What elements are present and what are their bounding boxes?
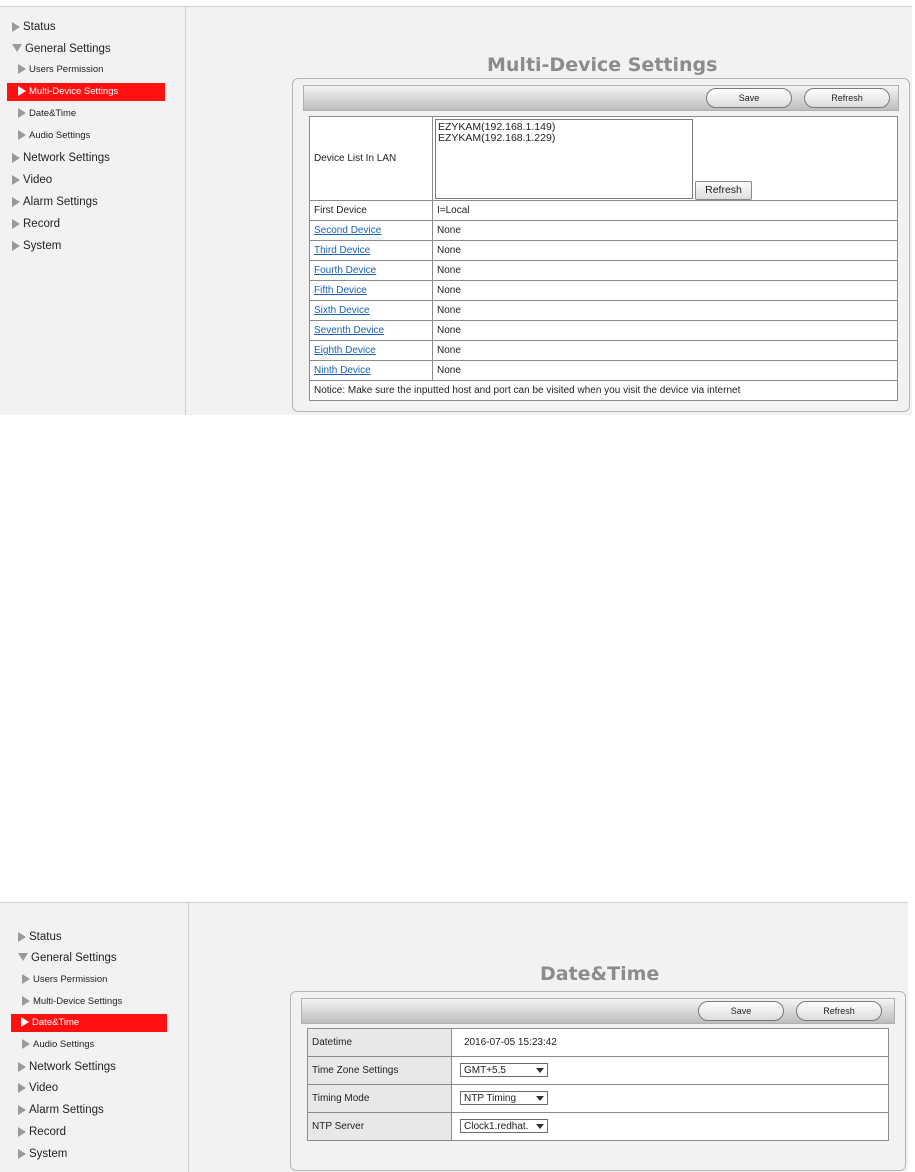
sidebar-item-date-time[interactable]: Date&Time (11, 1014, 167, 1032)
toolbar (301, 998, 895, 1024)
chevron-down-icon (536, 1124, 544, 1129)
row-label: Datetime (308, 1029, 452, 1057)
sidebar-item-audio-settings[interactable]: Audio Settings (22, 1036, 94, 1054)
settings-box (290, 991, 906, 1171)
device-list-box[interactable] (435, 119, 693, 199)
device-table (309, 116, 898, 401)
triangle-right-icon (18, 1105, 26, 1115)
triangle-right-icon (18, 64, 26, 74)
table-row (310, 361, 898, 381)
device-value: None (433, 241, 898, 261)
toolbar (303, 85, 899, 111)
table-row (310, 241, 898, 261)
notice-text: Notice: Make sure the inputted host and port can be visited when you visit the device via internet (310, 381, 898, 401)
sidebar-item-system[interactable]: System (18, 1145, 67, 1163)
device-value: I=Local (433, 201, 898, 221)
triangle-right-icon (18, 1062, 26, 1072)
device-link-second[interactable]: Second Device (314, 225, 382, 236)
sidebar-item-network-settings[interactable]: Network Settings (12, 149, 110, 167)
table-row (310, 281, 898, 301)
table-row (308, 1113, 889, 1141)
triangle-right-icon (12, 219, 20, 229)
table-row (310, 381, 898, 401)
triangle-right-icon (12, 197, 20, 207)
sidebar (8, 903, 189, 1172)
refresh-button[interactable]: Refresh (796, 1001, 882, 1021)
list-refresh-button[interactable]: Refresh (695, 181, 752, 200)
settings-box (292, 78, 910, 412)
row-label: NTP Server (308, 1113, 452, 1141)
sidebar-item-system[interactable]: System (12, 237, 61, 255)
device-name: First Device (310, 201, 433, 221)
device-value: None (433, 361, 898, 381)
table-row (310, 261, 898, 281)
chevron-down-icon (536, 1068, 544, 1073)
triangle-right-icon (18, 1149, 26, 1159)
sidebar-item-network-settings[interactable]: Network Settings (18, 1058, 116, 1076)
page-title: Multi-Device Settings (487, 54, 718, 76)
triangle-right-icon (18, 130, 26, 140)
triangle-right-icon (22, 996, 30, 1006)
sidebar-item-video[interactable]: Video (18, 1079, 58, 1097)
list-item[interactable]: EZYKAM(192.168.1.149) (438, 121, 556, 133)
sidebar-item-users-permission[interactable]: Users Permission (22, 971, 107, 989)
device-list-cell (433, 117, 898, 201)
device-value: None (433, 281, 898, 301)
triangle-right-icon (18, 86, 26, 96)
sidebar-item-users-permission[interactable]: Users Permission (18, 61, 103, 79)
device-link-sixth[interactable]: Sixth Device (314, 305, 370, 316)
table-row (310, 321, 898, 341)
list-item[interactable]: EZYKAM(192.168.1.229) (438, 132, 556, 144)
table-row (308, 1029, 889, 1057)
sidebar-item-video[interactable]: Video (12, 171, 52, 189)
triangle-right-icon (12, 153, 20, 163)
triangle-right-icon (12, 241, 20, 251)
device-value: None (433, 321, 898, 341)
device-link-fourth[interactable]: Fourth Device (314, 265, 377, 276)
device-link-eighth[interactable]: Eighth Device (314, 345, 376, 356)
device-list-label: Device List In LAN (310, 117, 433, 201)
sidebar-item-multi-device-settings[interactable]: Multi-Device Settings (22, 993, 122, 1011)
time-zone-select[interactable]: GMT+5.5 (460, 1063, 548, 1077)
table-row (310, 341, 898, 361)
sidebar-item-alarm-settings[interactable]: Alarm Settings (12, 193, 98, 211)
sidebar-item-date-time[interactable]: Date&Time (18, 105, 76, 123)
table-row (308, 1085, 889, 1113)
save-button[interactable]: Save (698, 1001, 784, 1021)
triangle-right-icon (12, 175, 20, 185)
triangle-right-icon (22, 1039, 30, 1049)
triangle-right-icon (22, 974, 30, 984)
sidebar (0, 7, 186, 415)
triangle-right-icon (18, 108, 26, 118)
row-label: Timing Mode (308, 1085, 452, 1113)
triangle-right-icon (18, 1127, 26, 1137)
triangle-right-icon (18, 1083, 26, 1093)
refresh-button[interactable]: Refresh (804, 88, 890, 108)
device-link-fifth[interactable]: Fifth Device (314, 285, 367, 296)
date-time-screen (0, 902, 908, 1172)
table-row (310, 301, 898, 321)
device-value: None (433, 261, 898, 281)
chevron-down-icon (536, 1096, 544, 1101)
device-link-third[interactable]: Third Device (314, 245, 371, 256)
date-time-table (307, 1028, 889, 1141)
triangle-right-icon (12, 22, 20, 32)
save-button[interactable]: Save (706, 88, 792, 108)
triangle-down-icon (12, 44, 22, 52)
sidebar-item-status[interactable]: Status (12, 18, 56, 36)
row-label: Time Zone Settings (308, 1057, 452, 1085)
table-row (308, 1057, 889, 1085)
device-value: None (433, 221, 898, 241)
sidebar-item-audio-settings[interactable]: Audio Settings (18, 127, 90, 145)
triangle-right-icon (21, 1017, 29, 1027)
sidebar-item-record[interactable]: Record (12, 215, 60, 233)
multi-device-screen (0, 6, 912, 415)
table-row (310, 221, 898, 241)
ntp-server-select[interactable]: Clock1.redhat. (460, 1119, 548, 1133)
sidebar-item-general-settings[interactable]: General Settings (12, 40, 111, 58)
device-link-ninth[interactable]: Ninth Device (314, 365, 371, 376)
triangle-down-icon (18, 953, 28, 961)
sidebar-item-alarm-settings[interactable]: Alarm Settings (18, 1101, 104, 1119)
device-value: None (433, 301, 898, 321)
table-row (310, 201, 898, 221)
datetime-value: 2016-07-05 15:23:42 (452, 1029, 889, 1057)
sidebar-item-record[interactable]: Record (18, 1123, 66, 1141)
timing-mode-select[interactable]: NTP Timing (460, 1091, 548, 1105)
triangle-right-icon (18, 932, 26, 942)
device-value: None (433, 341, 898, 361)
page-title: Date&Time (540, 963, 660, 985)
device-link-seventh[interactable]: Seventh Device (314, 325, 385, 336)
sidebar-item-status[interactable]: Status (18, 928, 62, 946)
sidebar-item-multi-device-settings[interactable]: Multi-Device Settings (7, 83, 165, 101)
sidebar-item-general-settings[interactable]: General Settings (18, 949, 117, 967)
table-row (310, 117, 898, 201)
